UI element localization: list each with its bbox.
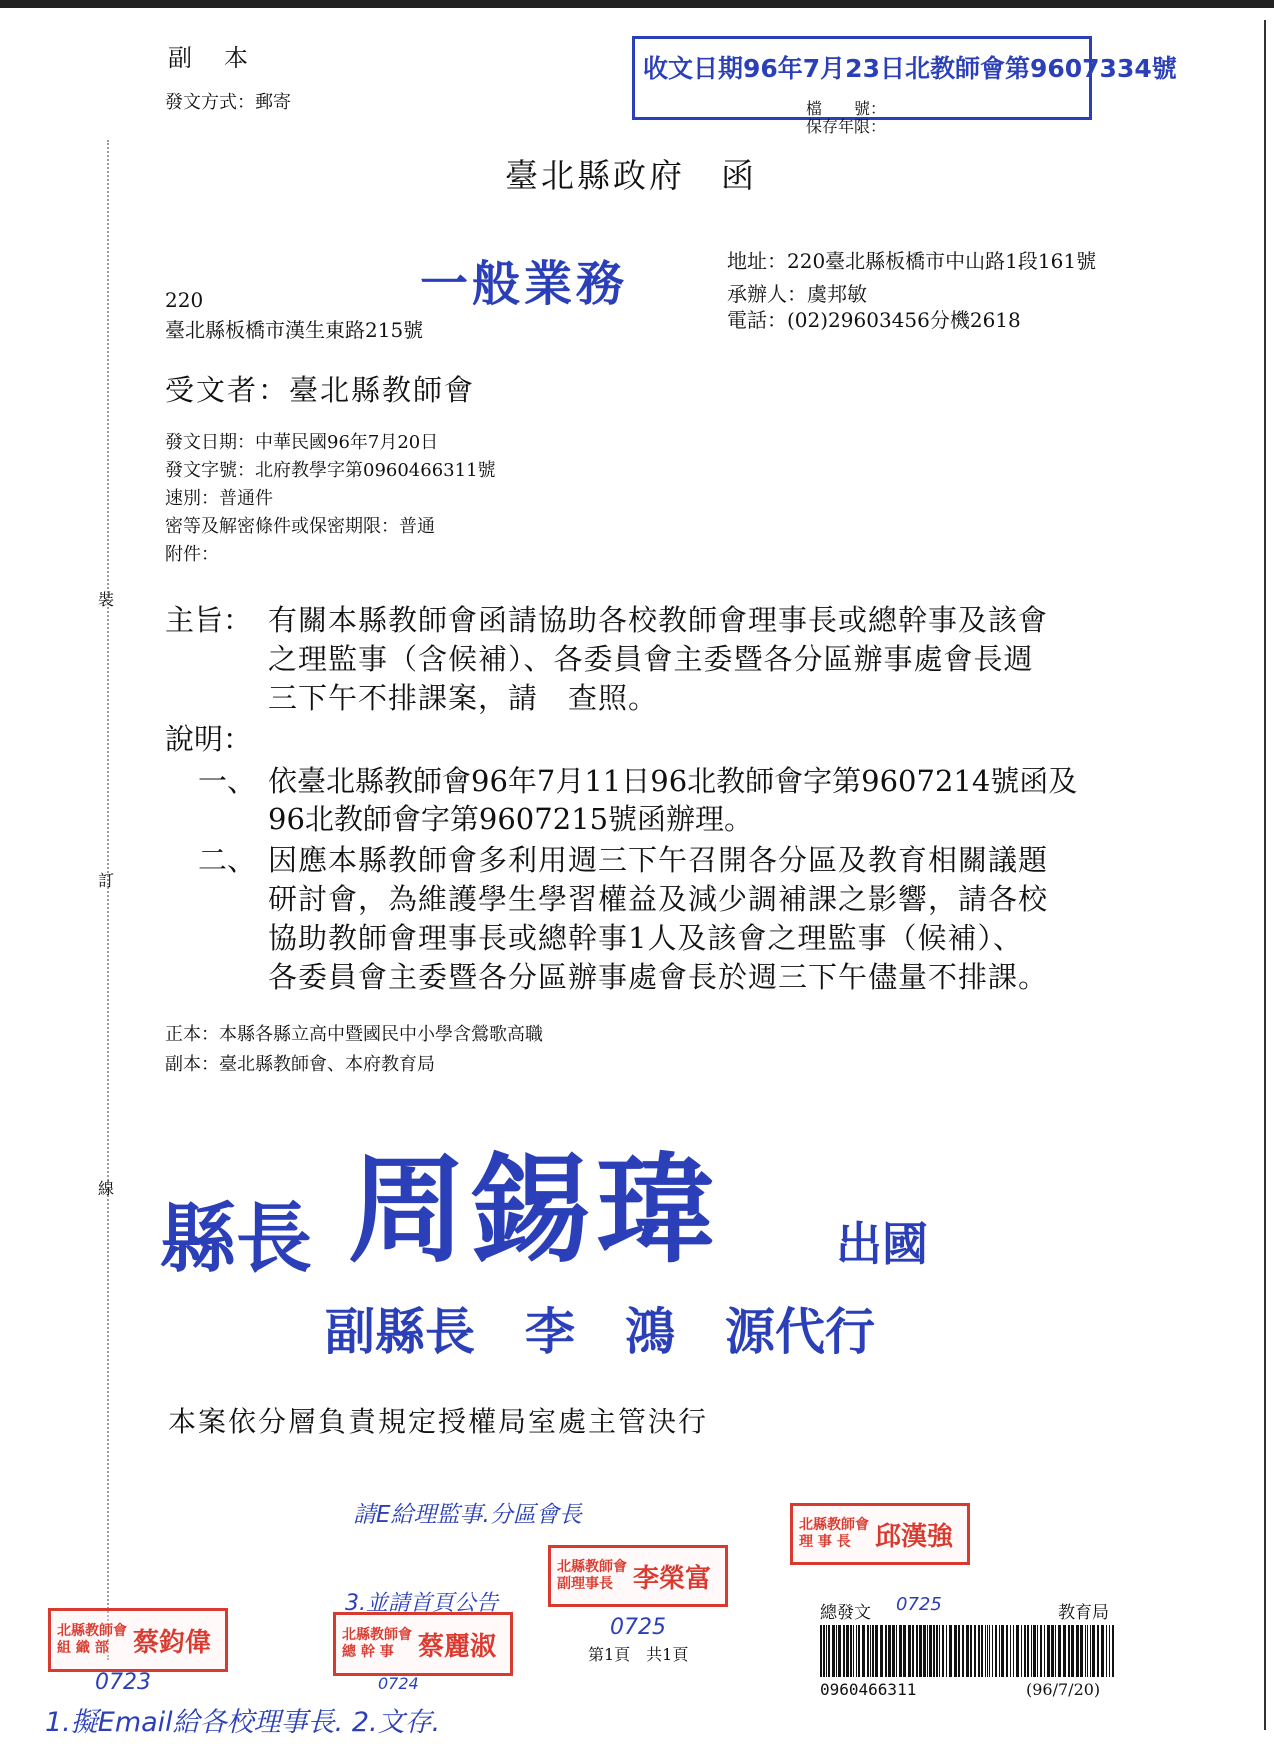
barcode-bar (836, 1625, 837, 1677)
barcode-bar (885, 1625, 887, 1677)
stamp-org: 北縣教師會 (557, 1559, 627, 1575)
barcode-bar (908, 1625, 911, 1677)
barcode-bar (1106, 1625, 1107, 1677)
barcode-bar (1055, 1625, 1056, 1677)
barcode-bar (1076, 1625, 1079, 1677)
barcode-bar (1031, 1625, 1032, 1677)
receiver: 受文者：臺北縣教師會 (165, 373, 476, 407)
barcode-bar (1080, 1625, 1083, 1677)
barcode-bar (939, 1625, 940, 1677)
barcode-bar (929, 1625, 932, 1677)
barcode-bar (892, 1625, 895, 1677)
barcode-bar (858, 1625, 860, 1677)
barcode-bar (949, 1625, 952, 1677)
barcode-bar (933, 1625, 935, 1677)
barcode-bar (899, 1625, 902, 1677)
barcode-bar (1024, 1625, 1026, 1677)
item-line: 96北教師會字第9607215號函辦理。 (268, 802, 754, 836)
barcode-bar (927, 1625, 928, 1677)
item-line: 依臺北縣教師會96年7月11日96北教師會字第9607214號函及 (268, 764, 1078, 798)
sender-address: 地址：220臺北縣板橋市中山路1段161號 (727, 249, 1097, 273)
general-business-stamp: 一般業務 (420, 256, 629, 312)
barcode-bar (1001, 1625, 1004, 1677)
barcode-bar (867, 1625, 869, 1677)
issue-date: 發文日期：中華民國96年7月20日 (165, 432, 439, 453)
barcode-bar (1090, 1625, 1091, 1677)
barcode-bar (992, 1625, 993, 1677)
barcode-bar (843, 1625, 845, 1677)
explanation-label: 說明： (165, 722, 253, 756)
barcode-bar (872, 1625, 874, 1677)
document-number: 發文字號：北府教學字第0960466311號 (165, 460, 496, 481)
binding-mark: 訂 (98, 871, 115, 890)
barcode-bar (826, 1625, 827, 1677)
barcode-bar (987, 1625, 988, 1677)
signature-name: 周錫瑋 (348, 1141, 721, 1279)
subject-line: 之理監事（含候補）、各委員會主委暨各分區辦事處會長週 (268, 642, 1034, 676)
delegation-note: 本案依分層負責規定授權局室處主管決行 (168, 1405, 709, 1438)
barcode-bar (832, 1625, 835, 1677)
barcode-bar (1016, 1625, 1019, 1677)
barcode-bar (970, 1625, 972, 1677)
handwritten-date: 0724 (378, 1674, 419, 1693)
barcode-bar (978, 1625, 980, 1677)
stamp-org: 北縣教師會 (799, 1517, 869, 1533)
stamp-role: 理 事 長 (799, 1534, 851, 1550)
stamp-org: 北縣教師會 (342, 1627, 412, 1643)
chairman-stamp (790, 1503, 970, 1565)
barcode-bar (823, 1625, 825, 1677)
file-number: 檔 號： (806, 99, 887, 118)
binding-mark: 裝 (98, 590, 115, 609)
binding-mark: 線 (98, 1179, 115, 1198)
stamp-name: 蔡麗淑 (418, 1631, 497, 1662)
receipt-stamp-text: 收文日期96年7月23日北教師會第9607334號 (643, 54, 1177, 83)
secrecy-level: 密等及解密條件或保密期限：普通 (165, 516, 435, 537)
barcode-bar (966, 1625, 969, 1677)
officer: 承辦人：虞邦敏 (727, 282, 867, 306)
barcode-bar (995, 1625, 997, 1677)
item-number: 一、 (198, 764, 257, 798)
barcode-bar (1027, 1625, 1029, 1677)
barcode-bar (1013, 1625, 1014, 1677)
attachment: 附件： (165, 544, 219, 565)
barcode-bar (936, 1625, 938, 1677)
barcode-bar (846, 1625, 849, 1677)
barcode-bar (1051, 1625, 1054, 1677)
barcode-bar (1071, 1625, 1074, 1677)
item-line: 各委員會主委暨各分區辦事處會長於週三下午儘量不排課。 (268, 960, 1049, 994)
handwritten-note: 請E給理監事.分區會長 (353, 1502, 582, 1528)
barcode-bar (820, 1625, 822, 1677)
signature-title: 縣長 (160, 1194, 312, 1283)
retention-period: 保存年限： (806, 117, 887, 136)
barcode-bar (999, 1625, 1000, 1677)
send-method: 發文方式：郵寄 (165, 92, 291, 113)
stamp-name: 蔡鈞偉 (133, 1627, 212, 1658)
copy-mark: 副 本 (168, 44, 252, 72)
stamp-name: 李榮富 (633, 1563, 712, 1594)
barcode-bar (880, 1625, 883, 1677)
subject-line: 三下午不排課案，請 查照。 (268, 681, 659, 715)
scan-edge-right (1264, 20, 1266, 1730)
stamp-role: 副理事長 (557, 1576, 613, 1592)
subject-label: 主旨： (165, 603, 253, 637)
barcode-bar (974, 1625, 976, 1677)
barcode-bar (1033, 1625, 1036, 1677)
barcode-bar (1112, 1625, 1114, 1677)
item-line: 因應本縣教師會多利用週三下午召開各分區及教育相關議題 (268, 843, 1049, 877)
barcode-bar (985, 1625, 986, 1677)
delivery-speed: 速別：普通件 (165, 488, 273, 509)
barcode-bar (870, 1625, 871, 1677)
distribution-copy: 副本：臺北縣教師會、本府教育局 (165, 1054, 435, 1075)
barcode-bar (1109, 1625, 1110, 1677)
total-dispatch-label: 總發文 (820, 1603, 871, 1623)
barcode-bar (1092, 1625, 1095, 1677)
stamp-role: 總 幹 事 (342, 1644, 394, 1660)
barcode-bar (1087, 1625, 1088, 1677)
barcode-bar (1040, 1625, 1042, 1677)
barcode-bar (838, 1625, 841, 1677)
barcode-number: 0960466311 (820, 1680, 917, 1699)
total-dispatch-number: 0725 (896, 1594, 942, 1615)
barcode-bar (919, 1625, 922, 1677)
barcode-bar (1068, 1625, 1070, 1677)
vice-chairman-stamp (548, 1545, 728, 1607)
document-title: 臺北縣政府 函 (505, 156, 757, 195)
barcode-bar (1047, 1625, 1050, 1677)
subject-line: 有關本縣教師會函請協助各校教師會理事長或總幹事及該會 (268, 603, 1049, 637)
barcode-bar (1058, 1625, 1061, 1677)
barcode-bar (962, 1625, 964, 1677)
item-number: 二、 (198, 843, 257, 877)
barcode-bar (981, 1625, 983, 1677)
barcode-bar (850, 1625, 852, 1677)
acting-signature: 副縣長 李 鴻 源代行 (325, 1303, 875, 1361)
stamp-org: 北縣教師會 (57, 1623, 127, 1639)
barcode-bar (946, 1625, 947, 1677)
barcode-bar (853, 1625, 854, 1677)
barcode-bar (1097, 1625, 1099, 1677)
barcode-bar (954, 1625, 957, 1677)
barcode-bar (1037, 1625, 1038, 1677)
barcode-bar (916, 1625, 918, 1677)
barcode-bar (958, 1625, 960, 1677)
barcode-bar (856, 1625, 857, 1677)
secretary-stamp (333, 1612, 513, 1676)
binding-line (107, 140, 109, 1660)
barcode-bar (888, 1625, 891, 1677)
handwritten-note: 3.並請首頁公告 (345, 1591, 498, 1616)
barcode-bar (912, 1625, 914, 1677)
barcode-bar (1085, 1625, 1086, 1677)
item-line: 協助教師會理事長或總幹事1人及該會之理監事（候補）、 (268, 921, 1023, 955)
handwritten-date: 0725 (610, 1615, 666, 1640)
barcode-bar (1101, 1625, 1104, 1677)
barcode-bar (1010, 1625, 1011, 1677)
barcode-bar (862, 1625, 865, 1677)
stamp-role: 組 織 部 (57, 1640, 109, 1656)
barcode-bar (1044, 1625, 1045, 1677)
barcode-bar (989, 1625, 990, 1677)
barcode-bar (1063, 1625, 1066, 1677)
barcode-bar (942, 1625, 944, 1677)
handwritten-date: 0723 (95, 1670, 151, 1695)
item-line: 研討會，為維護學生學習權益及減少調補課之影響，請各校 (268, 882, 1049, 916)
phone: 電話：(02)29603456分機2618 (727, 308, 1021, 332)
recipient-address: 臺北縣板橋市漢生東路215號 (165, 318, 424, 342)
stamp-name: 邱漢強 (875, 1521, 954, 1552)
department: 教育局 (1058, 1603, 1109, 1623)
distribution-main: 正本：本縣各縣立高中暨國民中小學含鶯歌高職 (165, 1024, 543, 1045)
barcode-bar (1021, 1625, 1022, 1677)
scan-edge-top (0, 0, 1274, 8)
barcode-bar (828, 1625, 830, 1677)
barcode-bar (923, 1625, 926, 1677)
organization-stamp (48, 1608, 228, 1672)
page-number: 第1頁 共1頁 (588, 1645, 689, 1664)
recipient-zip: 220 (165, 288, 204, 312)
barcode-bar (903, 1625, 906, 1677)
barcode-bar (875, 1625, 878, 1677)
signature-note: 出國 (836, 1217, 928, 1271)
barcode (818, 1625, 1118, 1677)
barcode-bar (896, 1625, 897, 1677)
barcode-bar (1006, 1625, 1008, 1677)
handwritten-instruction: 1.擬Email給各校理事長. 2.文存. (45, 1707, 441, 1738)
barcode-date: (96/7/20) (1026, 1680, 1101, 1699)
